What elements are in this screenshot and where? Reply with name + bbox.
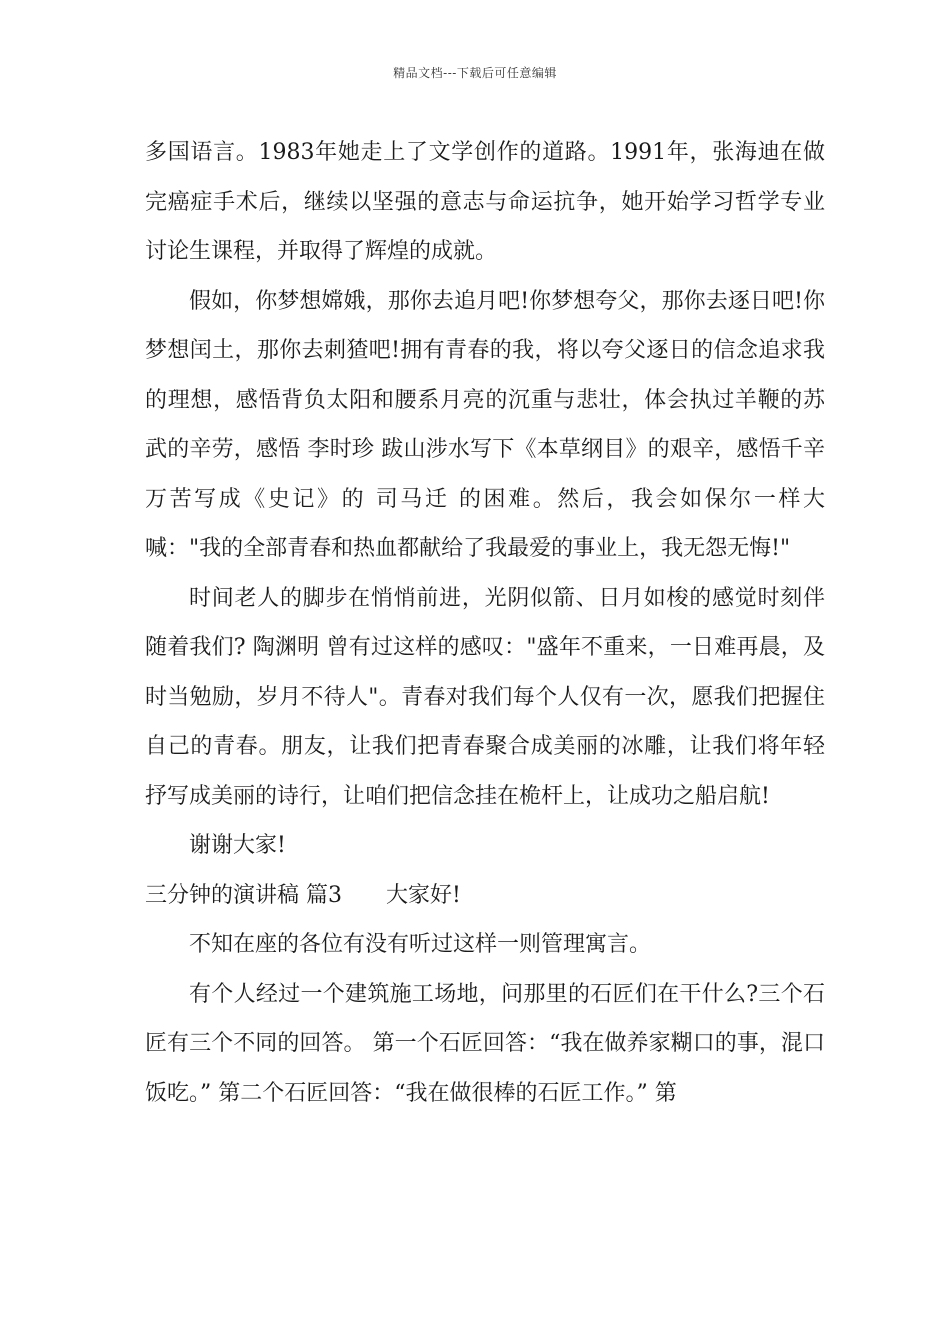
paragraph: 假如，你梦想嫦娥，那你去追月吧!你梦想夸父，那你去逐日吧!你梦想闰土，那你去刺猹吧!拥有青春的我，将以夸父逐日的信念追求我的理想，感悟背负太阳和腰系月亮的沉重与悲壮，体会执过羊鞭的苏武的辛劳，感悟 李时珍 跋山涉水写下《本草纲目》的艰辛，感悟千辛万苦写成《史记》的 司马迁 的困难。然后，我会如保尔一样大喊："我的全部青春和热血都献给了我最爱的事业上，我无怨无悔!"	[145, 288, 825, 561]
paragraph: 有个人经过一个建筑施工场地，问那里的石匠们在干什么?三个石匠有三个不同的回答。 第一个石匠回答：“我在做养家糊口的事，混口饭吃。” 第二个石匠回答：“我在做很棒的石匠工作。” 第	[145, 981, 825, 1106]
page-header: 精品文档---下载后可任意编辑	[393, 66, 557, 80]
paragraph: 不知在座的各位有没有听过这样一则管理寓言。	[189, 932, 652, 957]
paragraph: 谢谢大家!	[189, 833, 286, 858]
section-heading: 三分钟的演讲稿 篇3 大家好!	[145, 882, 461, 908]
paragraph: 多国语言。1983年她走上了文学创作的道路。1991年，张海迪在做完癌症手术后，继续以坚强的意志与命运抗争，她开始学习哲学专业讨论生课程，并取得了辉煌的成就。	[145, 140, 825, 264]
paragraph: 时间老人的脚步在悄悄前进，光阴似箭、日月如梭的感觉时刻伴随着我们? 陶渊明 曾有过这样的感叹："盛年不重来，一日难再晨，及时当勉励，岁月不待人"。青春对我们每个人仅有一次，愿我们把握住自己的青春。朋友，让我们把青春聚合成美丽的冰雕，让我们将年轻抒写成美丽的诗行，让咱们把信念挂在桅杆上，让成功之船启航!	[145, 585, 825, 809]
document-body	[145, 128, 825, 1118]
